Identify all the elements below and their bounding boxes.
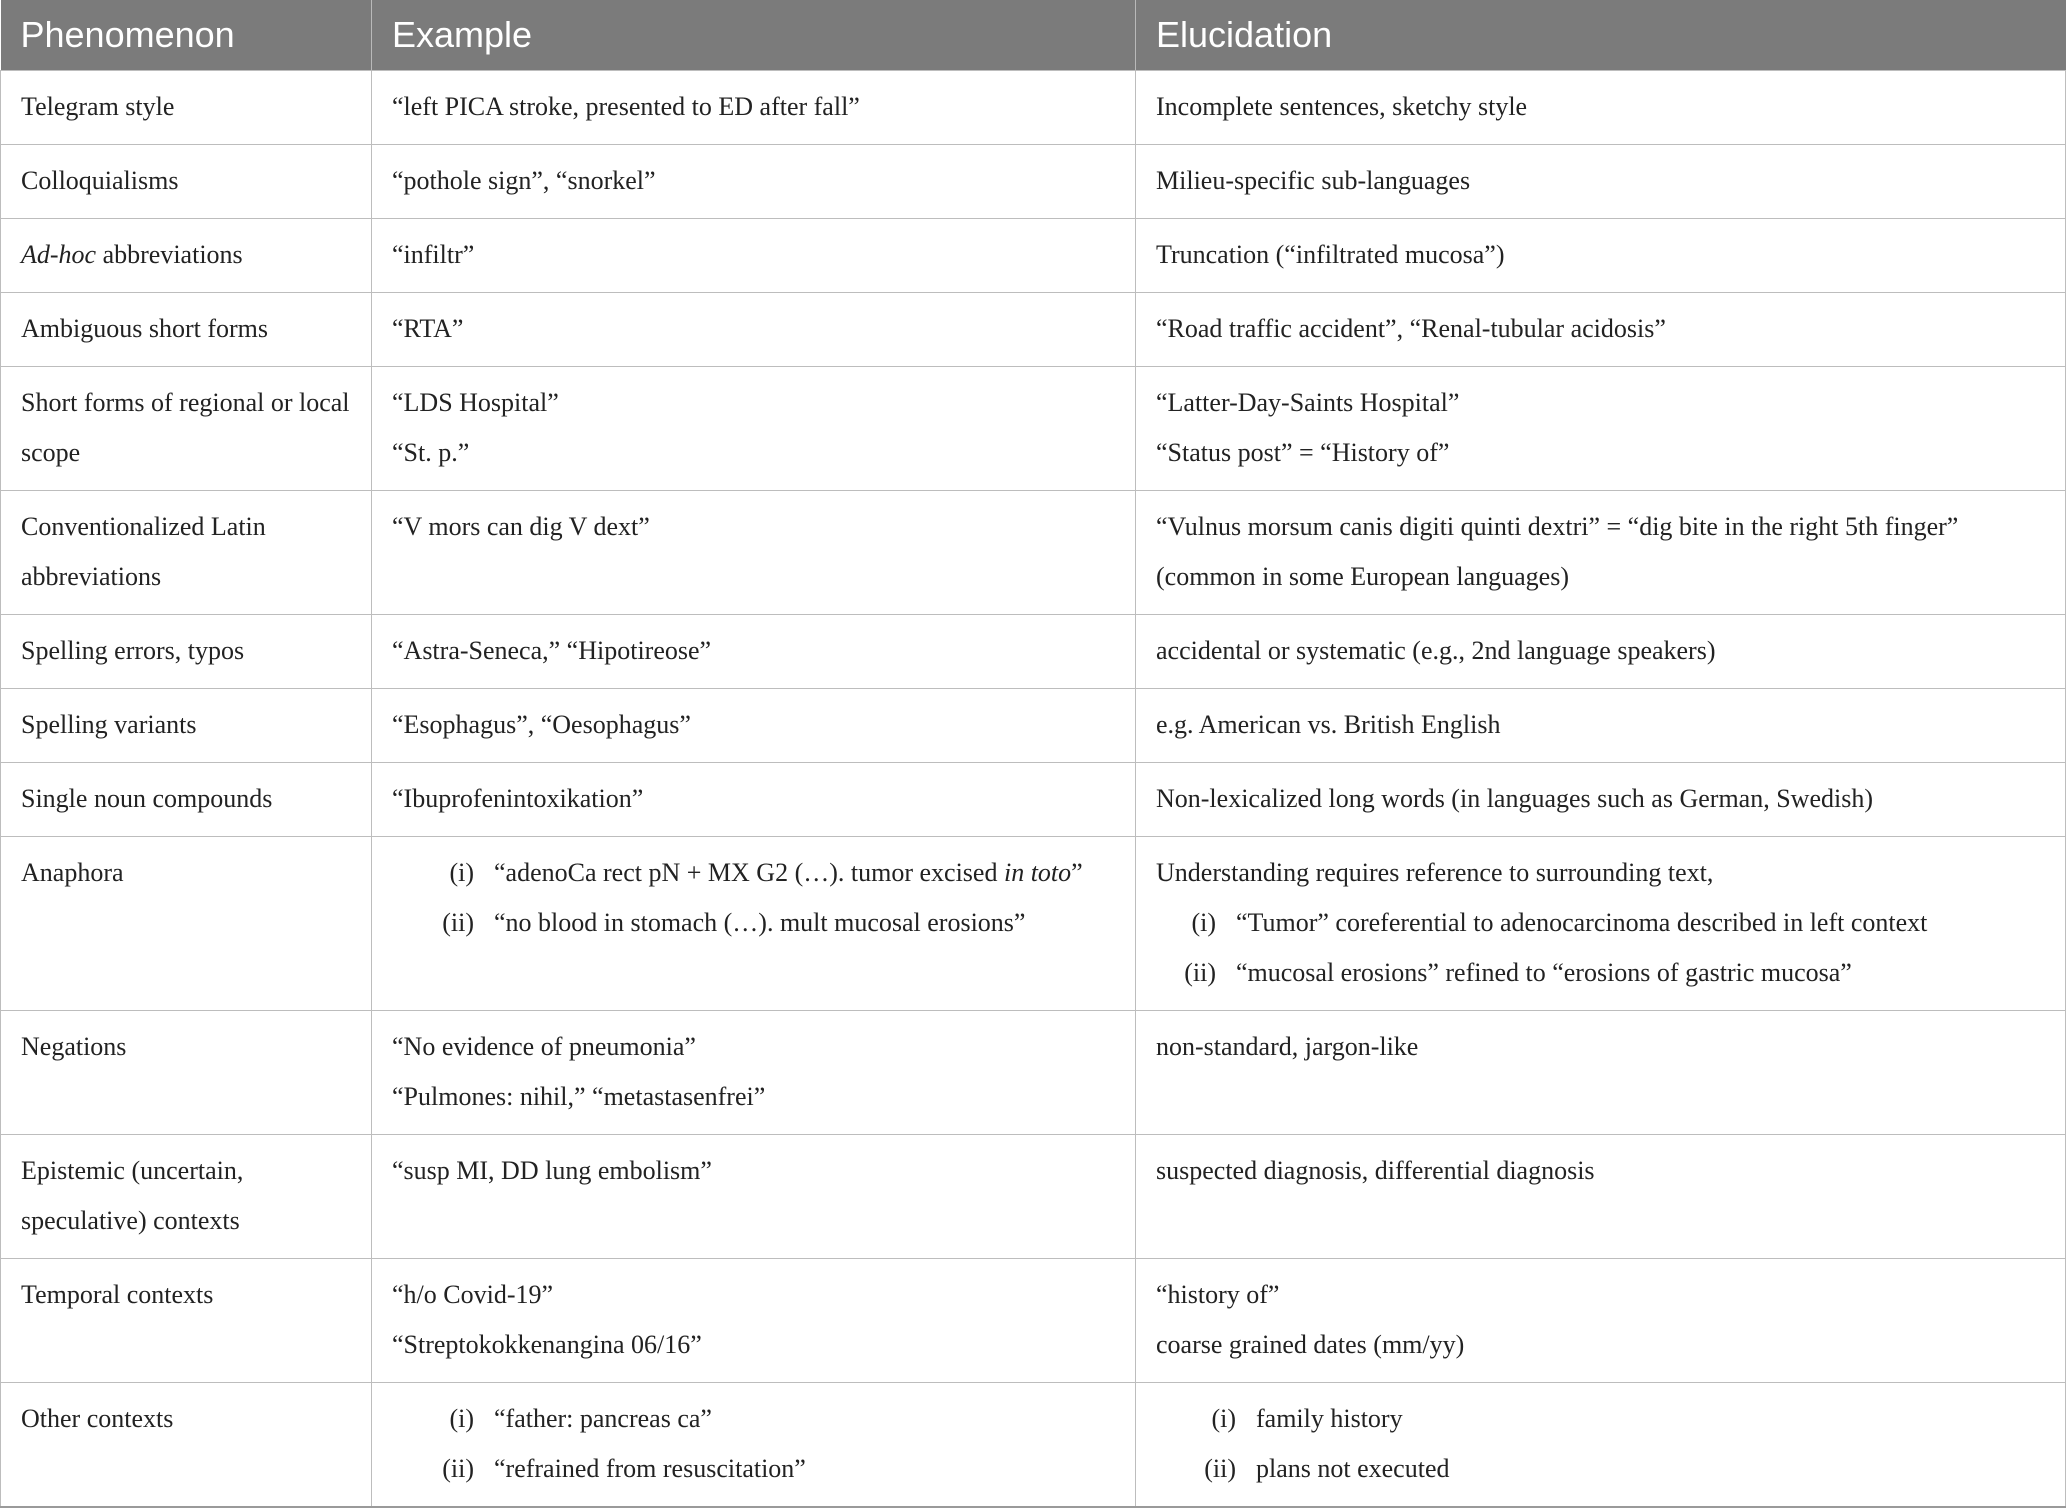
elucidation-cell [1136,1011,2066,1135]
phenomenon-cell [1,219,372,293]
list-number: (ii) [1184,958,1216,987]
phenomenon-cell: Telegram style [1,71,372,145]
table-row [1,1135,2066,1259]
example-cell [372,1135,1136,1259]
table-row [1,1383,2066,1508]
list-item [392,1444,1115,1494]
table-row [1,219,2066,293]
list-number: (i) [1211,1404,1236,1433]
example-cell [372,837,1136,1011]
elucidation-list [1176,1394,2045,1494]
example-line: “No evidence of pneumonia” [392,1032,696,1061]
table-row [1,1011,2066,1135]
list-item [1156,948,2045,998]
list-number: (i) [449,858,474,887]
header-example: Example [372,0,1136,71]
list-text-main: “adenoCa rect pN + MX G2 (…). tumor excised [494,858,1004,887]
elucidation-line: Non-lexicalized long words (in languages such as German, Swedish) [1156,784,1873,813]
phenomenon-cell: Ambiguous short forms [1,293,372,367]
list-text: “father: pancreas ca” [494,1404,712,1433]
table-row [1,1259,2066,1383]
example-cell [372,615,1136,689]
elucidation-cell [1136,491,2066,615]
elucidation-line: e.g. American vs. British English [1156,710,1501,739]
list-text: plans not executed [1256,1454,1450,1483]
elucidation-line: “Latter-Day-Saints Hospital” [1156,388,1460,417]
example-cell [372,293,1136,367]
example-line: “susp MI, DD lung embolism” [392,1156,712,1185]
elucidation-line: accidental or systematic (e.g., 2nd language speakers) [1156,636,1716,665]
table-row [1,837,2066,1011]
phenomenon-cell: Temporal contexts [1,1259,372,1383]
list-item [1176,1394,2045,1444]
elucidation-cell [1136,837,2066,1011]
list-number: (i) [449,1404,474,1433]
list-text: “Tumor” coreferential to adenocarcinoma described in left context [1236,908,1928,937]
elucidation-cell [1136,219,2066,293]
header-elucidation: Elucidation [1136,0,2066,71]
elucidation-line: Truncation (“infiltrated mucosa”) [1156,240,1505,269]
table-row [1,689,2066,763]
list-item [392,898,1115,948]
elucidation-list [1156,898,2045,998]
example-cell [372,367,1136,491]
elucidation-cell [1136,1383,2066,1508]
example-line: “Esophagus”, “Oesophagus” [392,710,691,739]
elucidation-cell [1136,145,2066,219]
example-line: “Astra-Seneca,” “Hipotireose” [392,636,712,665]
list-number: (ii) [1204,1454,1236,1483]
list-item [392,1394,1115,1444]
list-number: (ii) [442,908,474,937]
phenomenon-cell: Conventionalized Latin abbreviations [1,491,372,615]
phenomenon-cell: Colloquialisms [1,145,372,219]
elucidation-intro: Understanding requires reference to surrounding text, [1156,858,1714,887]
list-number: (ii) [442,1454,474,1483]
example-cell [372,1011,1136,1135]
table-row [1,71,2066,145]
example-line: “pothole sign”, “snorkel” [392,166,656,195]
list-text [494,848,1115,898]
example-line: “St. p.” [392,438,470,467]
elucidation-line: suspected diagnosis, differential diagnosis [1156,1156,1595,1185]
list-text: “refrained from resuscitation” [494,1454,806,1483]
elucidation-cell [1136,71,2066,145]
list-item [392,848,1115,898]
phenomenon-italic: Ad-hoc [21,240,97,269]
phenomenon-cell: Anaphora [1,837,372,1011]
elucidation-cell [1136,1259,2066,1383]
phenomenon-cell: Spelling variants [1,689,372,763]
elucidation-line: Milieu-specific sub-languages [1156,166,1471,195]
example-list [392,1394,1115,1494]
example-cell [372,491,1136,615]
phenomenon-text: abbreviations [96,240,243,269]
elucidation-line: “history of” [1156,1280,1280,1309]
example-cell [372,219,1136,293]
example-line: “Pulmones: nihil,” “metastasenfrei” [392,1082,766,1111]
example-line: “h/o Covid-19” [392,1280,554,1309]
header-row [1,0,2066,71]
list-item [1156,898,2045,948]
example-cell [372,145,1136,219]
example-line: “Ibuprofenintoxikation” [392,784,644,813]
table-row [1,615,2066,689]
header-phenomenon: Phenomenon [1,0,372,71]
list-text-italic: in toto [1003,858,1072,887]
phenomenon-cell: Epistemic (uncertain, speculative) contexts [1,1135,372,1259]
example-line: “left PICA stroke, presented to ED after fall” [392,92,860,121]
elucidation-line: “Vulnus morsum canis digiti quinti dextri” = “dig bite in the right 5th finger” (common in some European languages) [1156,512,1959,591]
table-row [1,293,2066,367]
example-list [392,848,1115,948]
example-line: “Streptokokkenangina 06/16” [392,1330,702,1359]
elucidation-cell [1136,293,2066,367]
list-text: family history [1256,1404,1403,1433]
elucidation-line: non-standard, jargon-like [1156,1032,1419,1061]
elucidation-cell [1136,615,2066,689]
elucidation-cell [1136,367,2066,491]
example-cell [372,71,1136,145]
elucidation-cell [1136,1135,2066,1259]
example-cell [372,763,1136,837]
example-line: “infiltr” [392,240,475,269]
example-line: “V mors can dig V dext” [392,512,650,541]
phenomenon-cell: Other contexts [1,1383,372,1508]
elucidation-line: “Road traffic accident”, “Renal-tubular acidosis” [1156,314,1666,343]
elucidation-line: Incomplete sentences, sketchy style [1156,92,1528,121]
table-row [1,145,2066,219]
list-text: “no blood in stomach (…). mult mucosal erosions” [494,908,1026,937]
elucidation-cell [1136,763,2066,837]
phenomenon-cell: Spelling errors, typos [1,615,372,689]
elucidation-cell [1136,689,2066,763]
list-number: (i) [1191,908,1216,937]
table-row [1,763,2066,837]
list-text: “mucosal erosions” refined to “erosions of gastric mucosa” [1236,958,1852,987]
example-line: “LDS Hospital” [392,388,559,417]
example-cell [372,1383,1136,1508]
phenomenon-cell: Single noun compounds [1,763,372,837]
list-text-after: ” [1071,858,1083,887]
table-row [1,491,2066,615]
phenomenon-cell: Negations [1,1011,372,1135]
elucidation-line: “Status post” = “History of” [1156,438,1450,467]
example-cell [372,689,1136,763]
example-line: “RTA” [392,314,464,343]
elucidation-line: coarse grained dates (mm/yy) [1156,1330,1465,1359]
table-row [1,367,2066,491]
example-cell [372,1259,1136,1383]
phenomenon-cell: Short forms of regional or local scope [1,367,372,491]
list-item [1176,1444,2045,1494]
